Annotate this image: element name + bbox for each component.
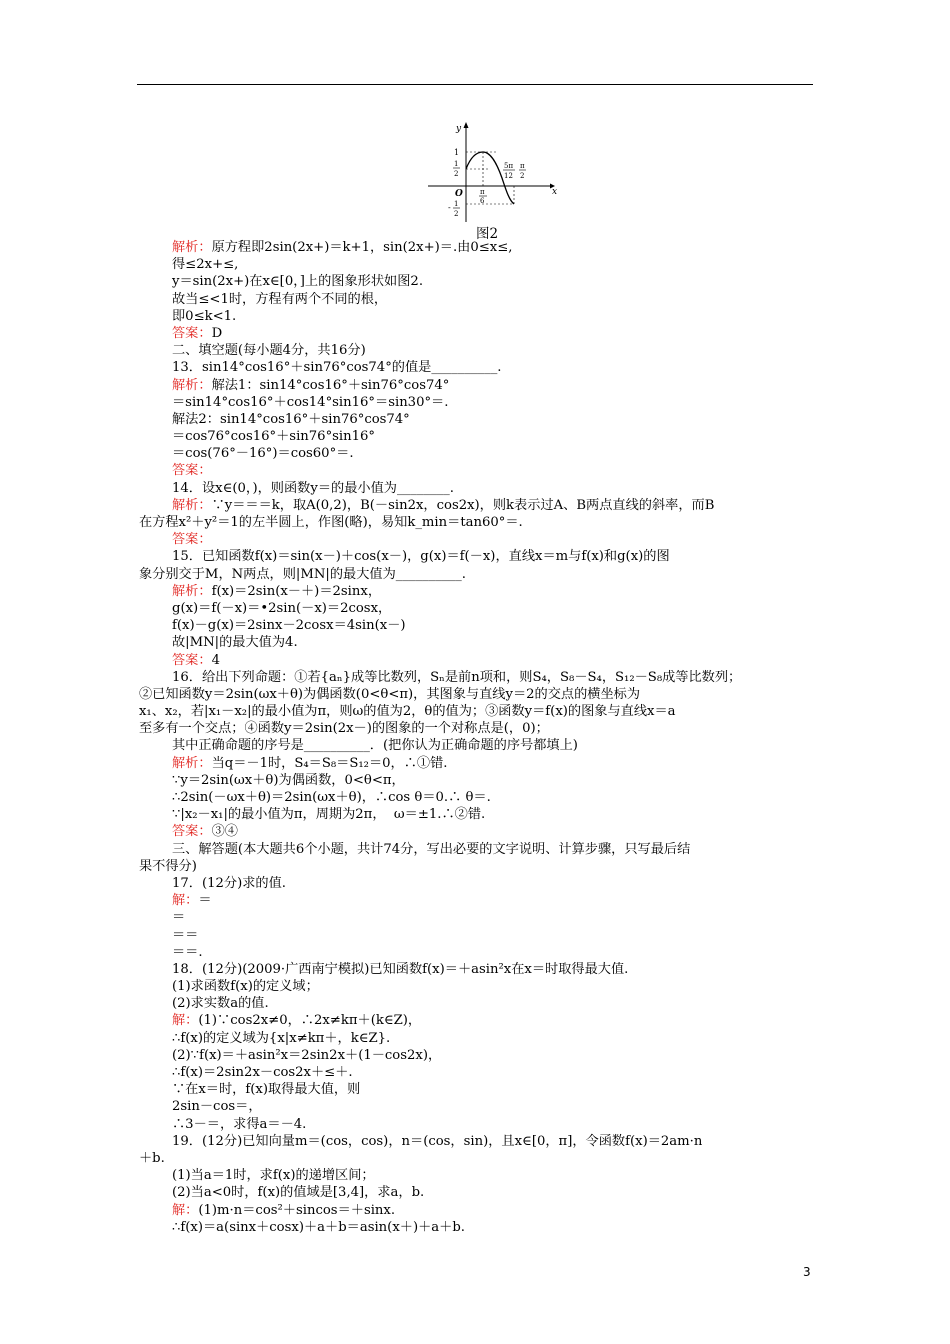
- line-text: ＝: [172, 910, 186, 926]
- text-line: [139, 858, 814, 875]
- line-text: (1)∵cos2x≠0，∴2x≠kπ＋(k∈Z)，: [198, 1013, 422, 1029]
- origin-label: O: [455, 189, 463, 199]
- text-line: [172, 428, 814, 445]
- line-text: ∵在x＝时，f(x)取得最大值，则: [172, 1082, 361, 1098]
- line-text: 2sin－cos＝，: [172, 1099, 262, 1115]
- text-line: [172, 841, 814, 858]
- line-text: 故|MN|的最大值为4.: [172, 635, 298, 651]
- line-text: ∴2sin(－ωx＋θ)＝2sin(ωx＋θ)，∴cos θ＝0.∴ θ＝.: [172, 790, 491, 805]
- text-line: [172, 1202, 814, 1219]
- text-line: [172, 1116, 814, 1133]
- text-line: [172, 1047, 814, 1064]
- continuation-text: x₁、x₂，若|x₁－x₂|的最小值为π，则ω的值为2，θ的值为；③函数y＝f(x)的图象与直线x＝a: [139, 704, 676, 720]
- line-text: 14．设x∈(0，)，则函数y＝的最小值为________.: [172, 480, 454, 496]
- text-line: [172, 875, 814, 892]
- text-line: [172, 480, 814, 497]
- line-text: 15．已知函数f(x)＝sin(x－)＋cos(x－)，g(x)＝f(－x)，直线x＝m与f(x)和g(x)的图: [172, 549, 670, 565]
- sine-graph-figure: [424, 118, 559, 228]
- continuation-text: 象分别交于M，N两点，则|MN|的最大值为__________.: [139, 566, 466, 582]
- answer-label: 答案：: [172, 652, 212, 668]
- line-text: (2)求实数a的值.: [172, 996, 269, 1012]
- text-line: [172, 359, 814, 376]
- tick-pi2-den: 2: [520, 172, 525, 180]
- answer-label: 解析：: [172, 497, 212, 513]
- text-line: [172, 909, 814, 926]
- tick-neghalf-den: 2: [454, 210, 459, 218]
- text-line: [172, 325, 814, 342]
- line-text: ＝cos76°cos16°＋sin76°sin16°: [172, 429, 376, 445]
- line-text: ∴f(x)的定义域为{x|x≠kπ＋，k∈Z}.: [172, 1030, 391, 1046]
- line-text: D: [211, 325, 223, 341]
- text-line: [172, 239, 814, 256]
- text-line: [172, 823, 814, 840]
- solution-text: [139, 239, 814, 1236]
- text-line: [172, 342, 814, 359]
- line-text: g(x)＝f(－x)＝•2sin(－x)＝2cosx，: [172, 600, 392, 616]
- line-text: 原方程即2sin(2x+)＝k+1，sin(2x+)＝.由0≤x≤,: [211, 240, 513, 255]
- line-text: ＝＝: [172, 927, 199, 943]
- page-number: 3: [803, 1265, 811, 1279]
- line-text: y＝sin(2x+)在x∈[0，]上的图象形状如图2.: [172, 274, 424, 290]
- line-text: ∴f(x)＝2sin2x－cos2x＋≤＋.: [172, 1065, 353, 1080]
- text-line: [172, 600, 814, 617]
- line-text: f(x)－g(x)＝2sinx－2cosx＝4sin(x－): [172, 618, 406, 634]
- text-line: [172, 548, 814, 565]
- text-line: [172, 652, 814, 669]
- tick-5pi12-den: 12: [504, 172, 513, 180]
- line-text: ＝sin14°cos16°＋cos14°sin16°＝sin30°＝.: [172, 394, 449, 410]
- line-text: (1)m·n＝cos²＋sincos＝＋sinx.: [198, 1202, 396, 1218]
- text-line: [172, 634, 814, 651]
- tick-neghalf-num: 1: [454, 200, 459, 208]
- text-line: [172, 617, 814, 634]
- text-line: [172, 1012, 814, 1029]
- text-line: [172, 961, 814, 978]
- line-text: ∴3－＝，求得a＝－4.: [172, 1116, 307, 1132]
- axis-y-label: y: [456, 124, 462, 134]
- line-text: ∵y＝2sin(ωx＋θ)为偶函数，0<θ<π，: [172, 772, 405, 788]
- text-line: [172, 497, 814, 514]
- answer-label: 解析：: [172, 755, 212, 771]
- line-text: (2)∵f(x)＝＋asin²x＝2sin2x＋(1－cos2x)，: [172, 1047, 442, 1063]
- tick-half-num: 1: [454, 160, 459, 168]
- answer-label: 答案：: [172, 325, 212, 341]
- line-text: ＝＝.: [172, 944, 203, 960]
- text-line: [172, 789, 814, 806]
- text-line: [172, 291, 814, 308]
- text-line: [139, 514, 814, 531]
- tick-5pi12-num: 5π: [504, 162, 514, 170]
- line-text: f(x)＝2sin(x－＋)＝2sinx，: [211, 583, 382, 599]
- text-line: [172, 273, 814, 290]
- answer-label: 解：: [172, 1202, 199, 1218]
- axis-x-label: x: [552, 187, 558, 197]
- line-text: 得≤2x+≤,: [172, 257, 239, 273]
- text-line: [172, 944, 814, 961]
- text-line: [172, 772, 814, 789]
- line-text: (1)求函数f(x)的定义域；: [172, 979, 319, 995]
- text-line: [172, 1167, 814, 1184]
- line-text: 即0≤k<1.: [172, 308, 237, 324]
- text-line: [139, 686, 814, 703]
- text-line: [172, 1184, 814, 1201]
- text-line: [139, 566, 814, 583]
- line-text: ③④: [211, 824, 238, 840]
- text-line: [172, 892, 814, 909]
- answer-label: 解：: [172, 893, 199, 909]
- line-text: 13．sin14°cos16°＋sin76°cos74°的值是__________.: [172, 360, 502, 376]
- line-text: 二、填空题(每小题4分，共16分): [172, 343, 366, 359]
- line-text: 故当≤<1时，方程有两个不同的根，: [172, 291, 388, 307]
- continuation-text: 在方程x²＋y²＝1的左半圆上，作图(略)，易知k_min＝tan60°＝.: [139, 515, 523, 530]
- answer-label: 答案：: [172, 532, 212, 548]
- answer-label: 答案：: [172, 463, 212, 479]
- continuation-text: ②已知函数y＝2sin(ωx＋θ)为偶函数(0<θ<π)，其图象与直线y＝2的交点的横坐标为: [139, 686, 641, 702]
- tick-one: 1: [454, 148, 460, 157]
- continuation-text: ＋b.: [139, 1150, 165, 1166]
- text-line: [172, 995, 814, 1012]
- line-text: ∵|x₂－x₁|的最小值为π，周期为2π， ω＝±1.∴②错.: [172, 807, 486, 823]
- text-line: [172, 445, 814, 462]
- text-line: [172, 583, 814, 600]
- text-line: [172, 411, 814, 428]
- line-text: ∴f(x)＝a(sinx＋cosx)＋a＋b＝asin(x＋)＋a＋b.: [172, 1219, 465, 1235]
- answer-label: 解析：: [172, 583, 212, 599]
- text-line: [172, 1030, 814, 1047]
- line-text: 18．(12分)(2009·广西南宁模拟)已知函数f(x)＝＋asin²x在x＝时取得最大值.: [172, 961, 629, 977]
- figure-caption: 图2: [476, 226, 499, 242]
- answer-label: 解析：: [172, 377, 212, 393]
- text-line: [172, 394, 814, 411]
- text-line: [172, 462, 814, 479]
- text-line: [139, 1150, 814, 1167]
- line-text: (2)当a<0时，f(x)的值域是[3,4]，求a，b.: [172, 1185, 425, 1201]
- tick-pi6-num: π: [480, 188, 485, 196]
- line-text: 4: [211, 652, 220, 668]
- text-line: [172, 1081, 814, 1098]
- text-line: [172, 256, 814, 273]
- answer-label: 解：: [172, 1013, 199, 1029]
- text-line: [172, 531, 814, 548]
- line-text: 解法1：sin14°cos16°＋sin76°cos74°: [211, 377, 450, 393]
- text-line: [172, 308, 814, 325]
- tick-neg-sign: -: [448, 203, 451, 212]
- line-text: 其中正确命题的序号是__________．(把你认为正确命题的序号都填上): [172, 738, 578, 754]
- answer-label: 答案：: [172, 824, 212, 840]
- tick-pi2-num: π: [520, 162, 525, 170]
- header-rule: [137, 84, 813, 85]
- line-text: ＝cos(76°－16°)＝cos60°＝.: [172, 446, 354, 462]
- text-line: [172, 377, 814, 394]
- text-line: [172, 755, 814, 772]
- text-line: [172, 1098, 814, 1115]
- tick-pi6-den: 6: [480, 197, 485, 205]
- text-line: [172, 978, 814, 995]
- text-line: [172, 737, 814, 754]
- line-text: 17．(12分)求的值.: [172, 875, 286, 891]
- text-line: [172, 669, 814, 686]
- text-line: [172, 927, 814, 944]
- text-line: [172, 806, 814, 823]
- line-text: 当q＝－1时，S₄＝S₈＝S₁₂＝0，∴①错.: [211, 755, 448, 771]
- text-line: [172, 1133, 814, 1150]
- text-line: [172, 1219, 814, 1236]
- line-text: 解法2：sin14°cos16°＋sin76°cos74°: [172, 411, 410, 427]
- line-text: 三、解答题(本大题共6个小题，共计74分，写出必要的文字说明、计算步骤，只写最后结: [172, 841, 691, 857]
- text-line: [139, 720, 814, 737]
- continuation-text: 果不得分): [139, 858, 197, 874]
- text-line: [172, 1064, 814, 1081]
- line-text: 19．(12分)已知向量m＝(cos，cos)，n＝(cos，sin)，且x∈[0，π]，令函数f(x)＝2am·n: [172, 1133, 703, 1149]
- text-line: [139, 703, 814, 720]
- answer-label: 解析：: [172, 240, 212, 255]
- line-text: ∵y＝＝＝k，取A(0,2)，B(－sin2x，cos2x)，则k表示过A、B两点直线的斜率，而B: [211, 497, 715, 513]
- continuation-text: 至多有一个交点；④函数y＝2sin(2x－)的图象的一个对称点是(，0)；: [139, 721, 549, 737]
- tick-half-den: 2: [454, 170, 459, 178]
- line-text: 16．给出下列命题：①若{aₙ}成等比数列，Sₙ是前n项和，则S₄，S₈－S₄，S₁₂－S₈成等比数列；: [172, 669, 742, 685]
- line-text: ＝: [198, 893, 212, 909]
- line-text: (1)当a＝1时，求f(x)的递增区间；: [172, 1168, 375, 1184]
